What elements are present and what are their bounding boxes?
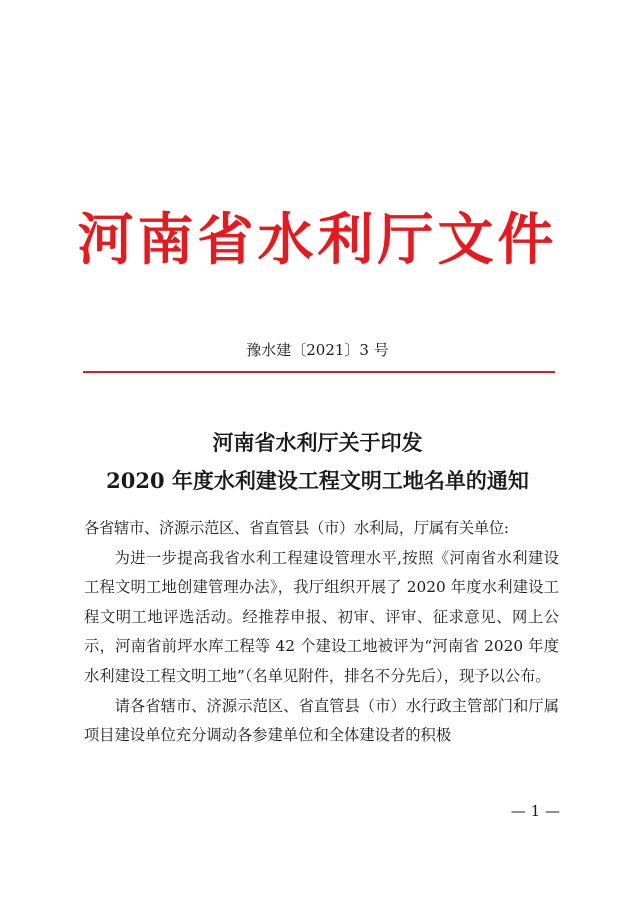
title-line-2: 2020 年度水利建设工程文明工地名单的通知: [106, 468, 529, 493]
document-number: 豫水建〔2021〕3 号: [246, 341, 389, 359]
page-number: — 1 —: [510, 802, 560, 820]
paragraph-1: 为进一步提高我省水利工程建设管理水平,按照《河南省水利建设工程文明工地创建管理办法》，我厅组织开展了 2020 年度水利建设工程文明工地评选活动。经推荐申报、初审、评审、征求意见、网上公示，河南省前坪水库工程等 42 个建设工地被评为“河南省 2020 年度水利建设工程文明工地”（名单见附件，排名不分先后），现予以公布。: [84, 548, 559, 685]
masthead: 河南省水利厅文件: [77, 207, 558, 273]
document-title: [0, 424, 635, 500]
red-divider-line: [83, 371, 555, 373]
salutation: 各省辖市、济源示范区、省直管县（市）水利局，厅属有关单位:: [84, 519, 509, 537]
paragraph-2: 请各省辖市、济源示范区、省直管县（市）水行政主管部门和厅属项目建设单位充分调动各参建单位和全体建设者的积极: [84, 696, 559, 745]
title-line-1: 河南省水利厅关于印发: [212, 430, 423, 455]
document-body: [84, 514, 559, 751]
